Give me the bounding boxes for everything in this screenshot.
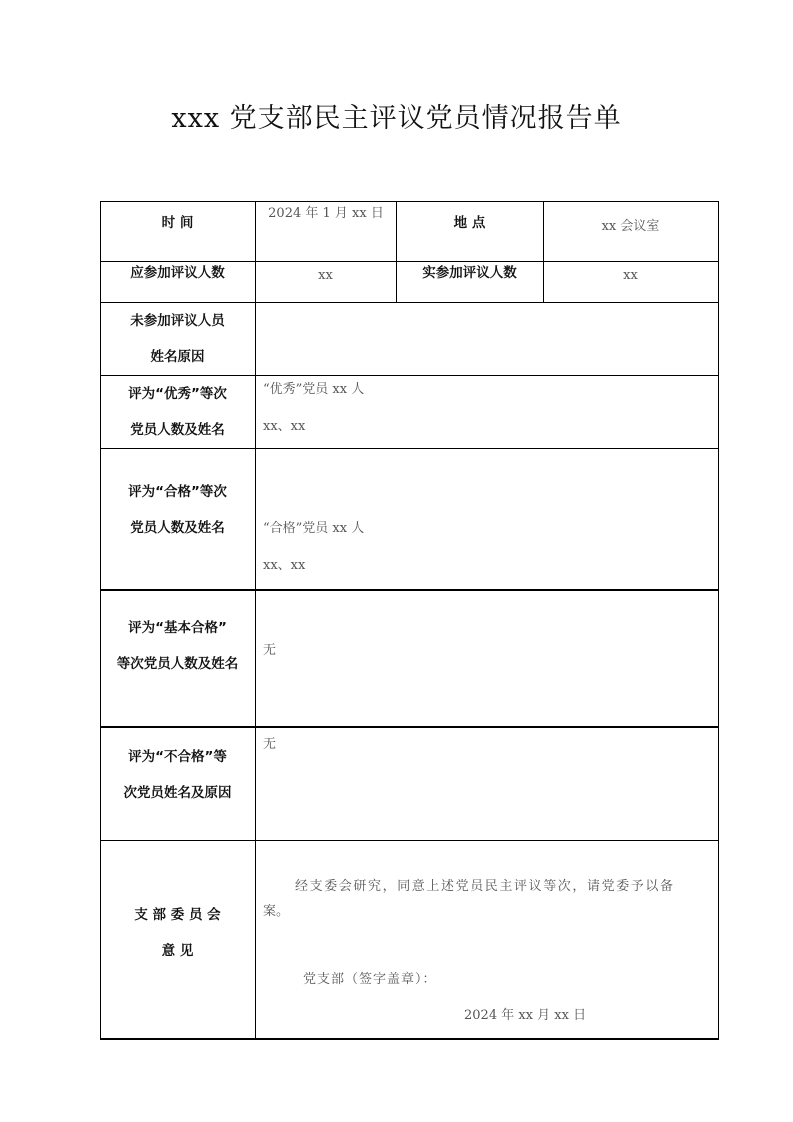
- committee-label: 支 部 委 员 会 意 见: [134, 906, 221, 959]
- place-label: 地 点: [453, 215, 486, 231]
- place-value: xx 会议室: [601, 218, 660, 234]
- excellent-value: [263, 375, 713, 448]
- actual-attend-value: xx: [623, 267, 638, 283]
- qualified-value: [263, 448, 713, 589]
- page-title: xxx 党支部民主评议党员情况报告单: [171, 103, 622, 134]
- excellent-label: 评为“优秀”等次 党员人数及姓名: [128, 385, 227, 438]
- time-label: 时 间: [161, 215, 194, 231]
- should-attend-label: 应参加评议人数: [130, 265, 225, 281]
- actual-attend-label: 实参加评议人数: [422, 265, 517, 281]
- qualified-names: xx、xx: [263, 558, 306, 573]
- committee-opinion: [263, 840, 715, 1038]
- signature-date: 2024 年 xx 月 xx 日: [464, 1008, 587, 1023]
- absent-label: 未参加评议人员 姓名原因: [130, 312, 225, 365]
- basic-qualified-value: 无: [263, 643, 277, 658]
- qualified-count: “合格”党员 xx 人: [263, 521, 365, 536]
- unqualified-label: 评为“不合格”等 次党员姓名及原因: [123, 748, 232, 801]
- opinion-line-1: 经支委会研究，同意上述党员民主评议等次，请党委予以备: [295, 879, 675, 894]
- opinion-line-2: 案。: [263, 904, 290, 919]
- signature-line: 党支部（签字盖章）：: [303, 972, 437, 987]
- excellent-names: xx、xx: [263, 419, 306, 434]
- should-attend-value: xx: [318, 267, 333, 283]
- excellent-count: “优秀”党员 xx 人: [263, 382, 365, 397]
- report-table: [100, 201, 719, 1039]
- basic-qualified-label: 评为“基本合格” 等次党员人数及姓名: [116, 619, 239, 672]
- qualified-label: 评为“合格”等次 党员人数及姓名: [128, 483, 227, 536]
- time-value: 2024 年 1 月 xx 日: [268, 206, 384, 221]
- unqualified-value: 无: [263, 737, 277, 752]
- absent-value: [263, 311, 713, 371]
